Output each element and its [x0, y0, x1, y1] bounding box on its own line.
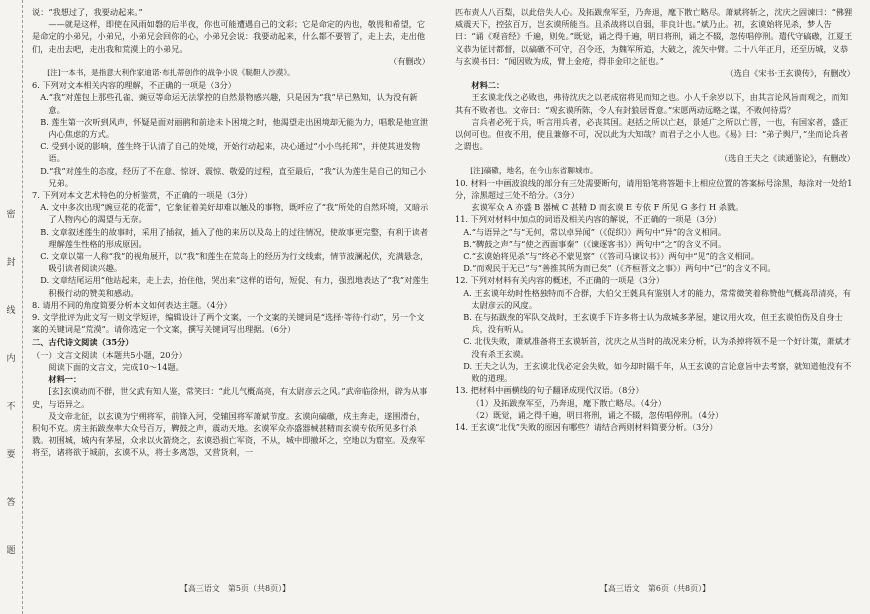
- text-line: 6. 下列对文本相关内容的理解，不正确的一项是（3分）: [32, 80, 236, 91]
- page-6-footer: 【高三语文 第6页（共8页）】: [599, 584, 711, 593]
- text-line: （1）及拓跋焘军至，乃奔退，麾下散亡略尽。（4分）: [471, 397, 667, 408]
- text-line: 材料二：: [471, 80, 505, 91]
- page-5-footer: 【高三语文 第5页（共8页）】: [179, 584, 291, 593]
- text-line: （选自《宋书·王玄谟传》，有删改）: [725, 68, 855, 79]
- text-line: 阅读下面的文言文，完成10～14题。: [48, 361, 184, 372]
- text-line: C. 文章以第一人称“我”的视角展开，以“我”和莲生在荒岛上的经历为行文线索，情节波澜起伏，充满悬念，吸引读者阅读兴趣。: [40, 251, 429, 274]
- text-line: 王玄谟北伐之必败也，弗待沈庆之以老成宿将见而知之也。小人千余岁以下，由其言论风旨而观之，而知其有不败者也。文帝曰：“观玄谟所陈，令人有封狼居胥意。”宋愿两动远略之谋，不败何待焉？: [455, 92, 849, 115]
- text-line: B. 文章叙述莲生的故事时，采用了插叙，插入了他的来历以及岛上的过往情况，使故事更完整，有利于读者理解莲生性格的形成原因。: [40, 226, 429, 249]
- margin-char: 不: [6, 402, 16, 412]
- margin-char: 题: [6, 546, 16, 556]
- text-line: D.“我”对莲生的态度，经历了不在意、惊讶、震惊、敬爱的过程，直至最后，“我”认为莲生是自己的知己小兄弟。: [40, 165, 427, 188]
- text-line: B.“鞞鼓之声”与“使之西面事秦”（《谏逐客书》）两句中“之”的含义不同。: [463, 238, 727, 249]
- text-line: 7. 下列对本文艺术特色的分析鉴赏，不正确的一项是（3分）: [32, 190, 253, 201]
- text-line: D.“而观民于无已”与“善推其所为而已矣”（《齐桓晋文之事》）两句中“已”的含义不同。: [463, 263, 776, 274]
- text-line: 匹布责人八百梨，以此倍失人心。及拓跋焘军至，乃奔退，麾下散亡略尽。萧斌将斩之，沈庆之固谏曰：“佛狸威震天下，控弦百万，岂玄谟所能当。且杀战将以自弱，非良计也。”斌乃止。初，玄谟始将见杀，梦人告曰：“诵《观音经》千遍，则免。”既觉，诵之得千遍，明日将刑，诵之不辍，忽传唱停刑。遣代守碻磝，江夏王义恭为征讨都督，以碻磝不可守，召令还，为魏军所追，大破之，流矢中臂。二十八年正月，还至历城，义恭与玄谟书曰：“闻因败为成，臂上金疮，得非金印之征也。”: [455, 7, 853, 66]
- page-6-column: [455, 6, 855, 433]
- text-line: 及文帝北征，以玄谟为宁朔将军，前锋入河，受辅国将军萧斌节度。玄谟向碻磝，戍主奔走，遂围滑台，积旬不克。虏主拓跋焘率大众号百万，鞞鼓之声，震动天地。玄谟军众亦盛器械甚精而玄谟专依所见多行杀戮。初围城，城内有茅屋，众求以火箭烧之，玄谟恐损亡军资，不从，城中即撤坏之，空地以为窟室。及焘军将至，诸将欲于城前，玄谟不从，将士多离怨，又营货利，一: [32, 410, 426, 458]
- text-line: （有删改）: [389, 55, 430, 66]
- text-line: B. 在与拓跋焘的军队交战时，王玄谟手下许多将士认为敌城多茅屋，建议用火攻，但王玄谟怕伤及自身士兵，没有听从。: [463, 312, 843, 335]
- text-line: 材料一：: [48, 374, 82, 385]
- text-line: D. 王夫之认为，王玄谟北伐必定会失败，如今却时隔千年，从王玄谟的言论意旨中去考察，就知道他没有不败的道理。: [463, 360, 852, 384]
- text-line: 10. 材料一中画波浪线的部分有三处需要断句，请用铅笔将答题卡上相应位置的答案标号涂黑，每涂对一处给1分，涂黑超过三处不给分。（3分）: [455, 177, 853, 201]
- text-line: 玄谟军众 A 亦盛 B 器械 C 甚精 D 而玄谟 E 专依 F 所见 G 多行 H 杀戮。: [471, 202, 744, 213]
- text-line: 13. 把材料中画横线的句子翻译成现代汉语。（8分）: [455, 385, 644, 396]
- text-line: （2）既觉，诵之得千遍，明日将刑，诵之不辍，忽传唱停刑。（4分）: [471, 409, 724, 420]
- text-line: D. 文章结尾运用“他站起来，走上去，抬住他，哭出来”这样的语句，短促、有力，强烈地表达了“我”对莲生积极行动的赞美和感动。: [40, 275, 429, 298]
- text-line: A.“与语异之”与“无何，常以卓异闻”（《促织》）两句中“异”的含义相同。: [463, 226, 727, 237]
- text-line: 言兵者必死于兵，听言用兵者，必丧其国。赵括之所以亡赵，景延广之所以亡晋，一也，有国家者，盛正以何可也。但夜不用，使且兼修不可，况以此为大知哉？而君子之小人也。《易》曰：“弟子舆尸，”坐而论兵者之谓也。: [455, 116, 849, 152]
- margin-char: 封: [6, 258, 16, 268]
- text-line: A.“我”对莲包上那些孔雀、豌豆等命运无法掌控的自然景物感兴趣，只是因为“我”早已熟知，认为没有新意。: [40, 92, 418, 115]
- text-line: 11. 下列对材料中加点的词语及相关内容的解说，不正确的一项是（3分）: [455, 214, 722, 225]
- text-line: B. 莲生第一次听到风声，怀疑是面对丽鹃和前途未卜困境之时，他渴望走出困境却无能为力，唱歌是他宣泄内心焦虑的方式。: [40, 116, 429, 140]
- text-line: （一）文言文阅读（本题共5小题，20分）: [32, 349, 187, 360]
- text-line: C.“玄谟始将见杀”与“终必不蒙见察”（《答司马谏议书》）两句中“见”的含义相同。: [463, 251, 759, 262]
- margin-char: 内: [6, 354, 16, 364]
- text-line: 二、古代诗文阅读（35分）: [32, 337, 134, 348]
- seal-line-margin: [0, 0, 23, 614]
- text-line: 8. 请用不同的角度简要分析本文如何表达主题。（4分）: [32, 299, 232, 310]
- text-line: [注]一本书，是指意大利作家迪诺·布扎蒂创作的战争小说《鞑靼人沙漠》。: [47, 68, 295, 78]
- margin-char: 要: [6, 450, 16, 460]
- text-line: 说：“我想过了，我要动起来。”: [32, 7, 143, 17]
- text-line: [玄]玄谟动而不群，世父武有知人鉴，常笑曰：“此儿气概高亮，有太尉彦云之风。”武帝临徐州，辟为从事史，与语异之。: [32, 386, 428, 409]
- text-line: 9. 文学批评为此文写一则文学短评，编辑设计了两个文案，一个文案的关键词是“选择·等待·行动”，另一个文案的关键词是“荒漠”。请你选定一个文案，撰写关键词写出理据。（6分）: [32, 312, 425, 335]
- text-line: A. 文中多次出现“豌豆花的花蕾”，它象征着美好却难以触及的事物，既呼应了“我”所处的自然环境，又暗示了人物内心的渴望与无奈。: [40, 202, 429, 225]
- text-line: [注]碻磝，地名，在今山东省聊城市。: [470, 165, 598, 175]
- text-line: A. 王玄谟年幼时性格独特而不合群，大伯父王蕤具有鉴别人才的能力，常常微笑着称赞他气概高昂清亮，有太尉彦云的风度。: [463, 287, 851, 310]
- text-line: 12. 下列对材料有关内容的概述，不正确的一项是（3分）: [455, 275, 665, 286]
- text-line: C. 北伐失败，萧斌准备将王玄谟斩首，沈庆之从当时的战况来分析，认为杀掉将领不是一个好计策，萧斌才没有杀王玄谟。: [463, 336, 852, 359]
- page-5-column: [32, 6, 430, 459]
- text-line: （选自王夫之《读通鉴论》，有删改）: [719, 153, 855, 164]
- text-line: 14. 王玄谟“北伐”失败的原因有哪些？请结合两则材料简要分析。（3分）: [455, 421, 718, 432]
- margin-char: 答: [6, 498, 16, 508]
- text-line: ——就是这样，即使在风雨如磐的后半夜，你也可能遭遇自己的文彩；它是命定的内也，敬畏和希望，它是命定的小弟兄，小弟兄，小弟兄会回你的心，小弟兄会说：我要动起来，什么都不要管了，走上去，走出他们，走出去吧，走出我和荒漠上的小弟兄。: [32, 19, 426, 54]
- margin-char: 密: [6, 210, 16, 220]
- text-line: C. 受到小说的影响，莲生终于认清了自己的处境，开始行动起来，决心通过“小小鸟托邦”，并使其进发物语。: [40, 141, 421, 164]
- margin-char: 线: [6, 306, 16, 316]
